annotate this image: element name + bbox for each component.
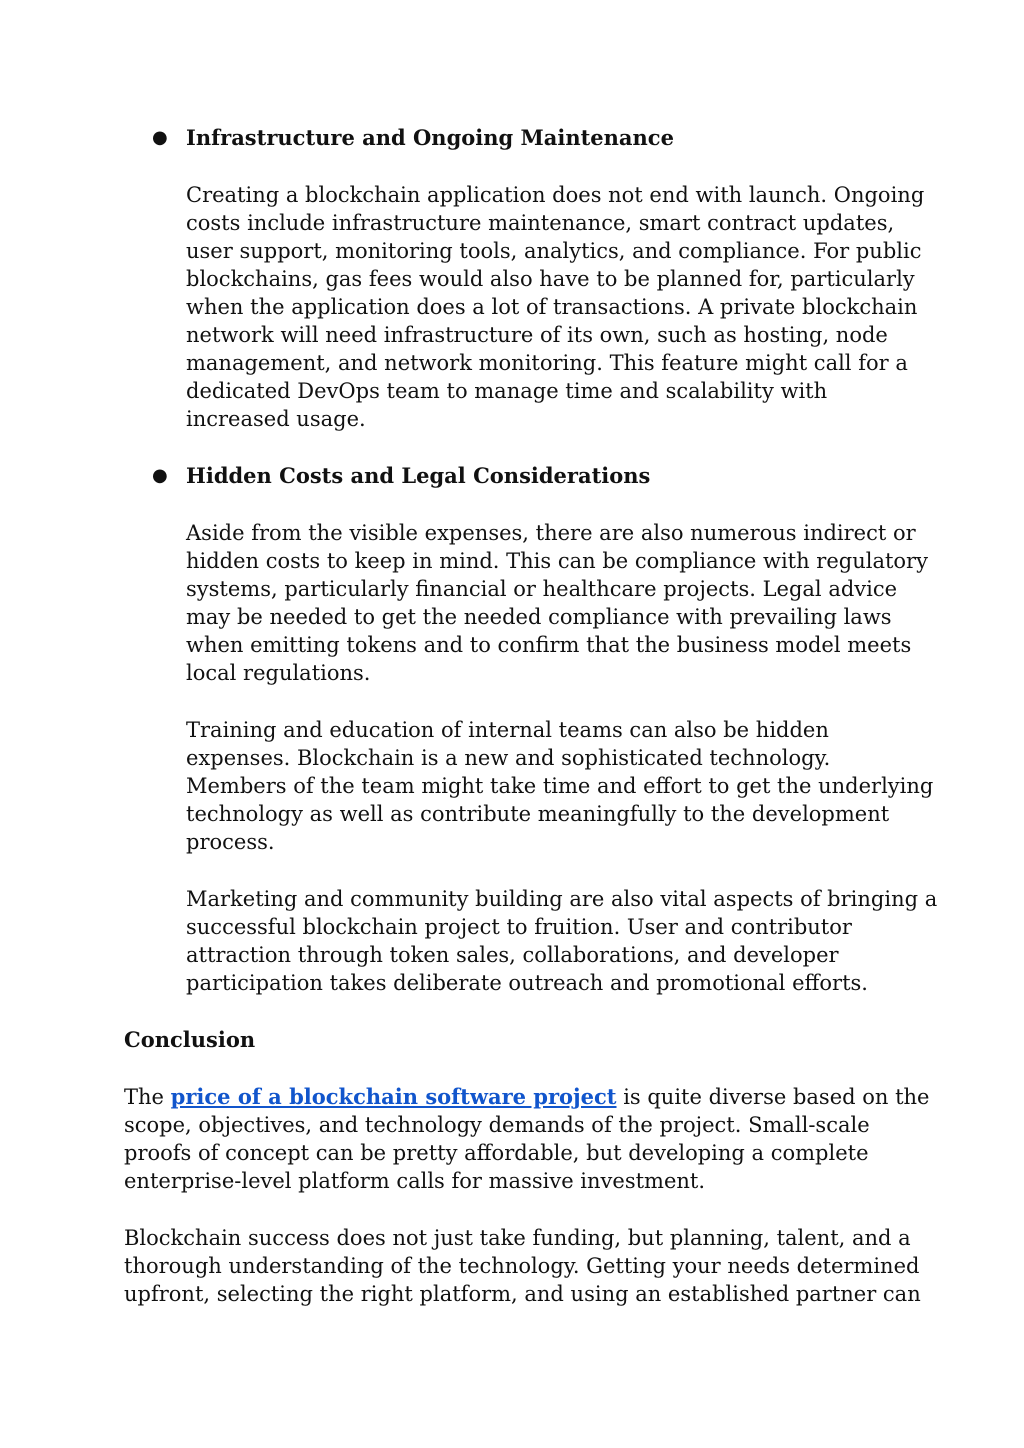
text-line: Aside from the visible expenses, there are also numerous indirect or — [186, 521, 916, 545]
bullet-marker: ● — [152, 465, 168, 486]
blockchain-price-link[interactable]: price of a blockchain software project — [170, 1084, 617, 1109]
text-line: Training and education of internal teams can also be hidden — [186, 718, 829, 742]
section-heading-infrastructure: Infrastructure and Ongoing Maintenance — [186, 125, 674, 150]
text-line: technology as well as contribute meaningfully to the development — [186, 802, 890, 826]
bullet-marker: ● — [152, 127, 168, 148]
text-line: network will need infrastructure of its own, such as hosting, node — [186, 323, 888, 347]
text-line: when the application does a lot of transactions. A private blockchain — [186, 295, 918, 319]
text-segment: The — [124, 1085, 171, 1109]
text-line: thorough understanding of the technology. Getting your needs determined — [124, 1254, 920, 1278]
section-heading-hidden-costs: Hidden Costs and Legal Considerations — [186, 463, 651, 488]
text-line: when emitting tokens and to confirm that the business model meets — [186, 633, 912, 657]
text-line: attraction through token sales, collaborations, and developer — [186, 943, 839, 967]
text-line: Members of the team might take time and effort to get the underlying — [186, 774, 934, 798]
text-line: participation takes deliberate outreach and promotional efforts. — [186, 971, 868, 995]
text-line: costs include infrastructure maintenance, smart contract updates, — [186, 211, 895, 235]
text-line: Marketing and community building are also vital aspects of bringing a — [186, 887, 938, 911]
text-line: proofs of concept can be pretty affordable, but developing a complete — [124, 1141, 869, 1165]
text-line: successful blockchain project to fruition. User and contributor — [186, 915, 852, 939]
text-line: upfront, selecting the right platform, and using an established partner can — [124, 1282, 921, 1306]
text-line: expenses. Blockchain is a new and sophisticated technology. — [186, 746, 831, 770]
text-line: process. — [186, 830, 275, 854]
text-line: management, and network monitoring. This feature might call for a — [186, 351, 908, 375]
text-line: may be needed to get the needed compliance with prevailing laws — [186, 605, 892, 629]
text-line: systems, particularly financial or healthcare projects. Legal advice — [186, 577, 898, 601]
text-line: increased usage. — [186, 407, 366, 431]
text-line: Blockchain success does not just take funding, but planning, talent, and a — [124, 1226, 911, 1250]
text-line: enterprise-level platform calls for massive investment. — [124, 1169, 706, 1193]
conclusion-heading: Conclusion — [124, 1027, 256, 1052]
text-line: scope, objectives, and technology demands of the project. Small-scale — [124, 1113, 870, 1137]
text-line-with-link — [124, 1083, 929, 1111]
text-line: blockchains, gas fees would also have to be planned for, particularly — [186, 267, 915, 291]
text-line: hidden costs to keep in mind. This can be compliance with regulatory — [186, 549, 928, 573]
text-line: Creating a blockchain application does not end with launch. Ongoing — [186, 183, 925, 207]
text-line: user support, monitoring tools, analytics, and compliance. For public — [186, 239, 922, 263]
text-line: dedicated DevOps team to manage time and scalability with — [186, 379, 828, 403]
text-line: local regulations. — [186, 661, 371, 685]
text-segment: is quite diverse based on the — [616, 1085, 930, 1109]
